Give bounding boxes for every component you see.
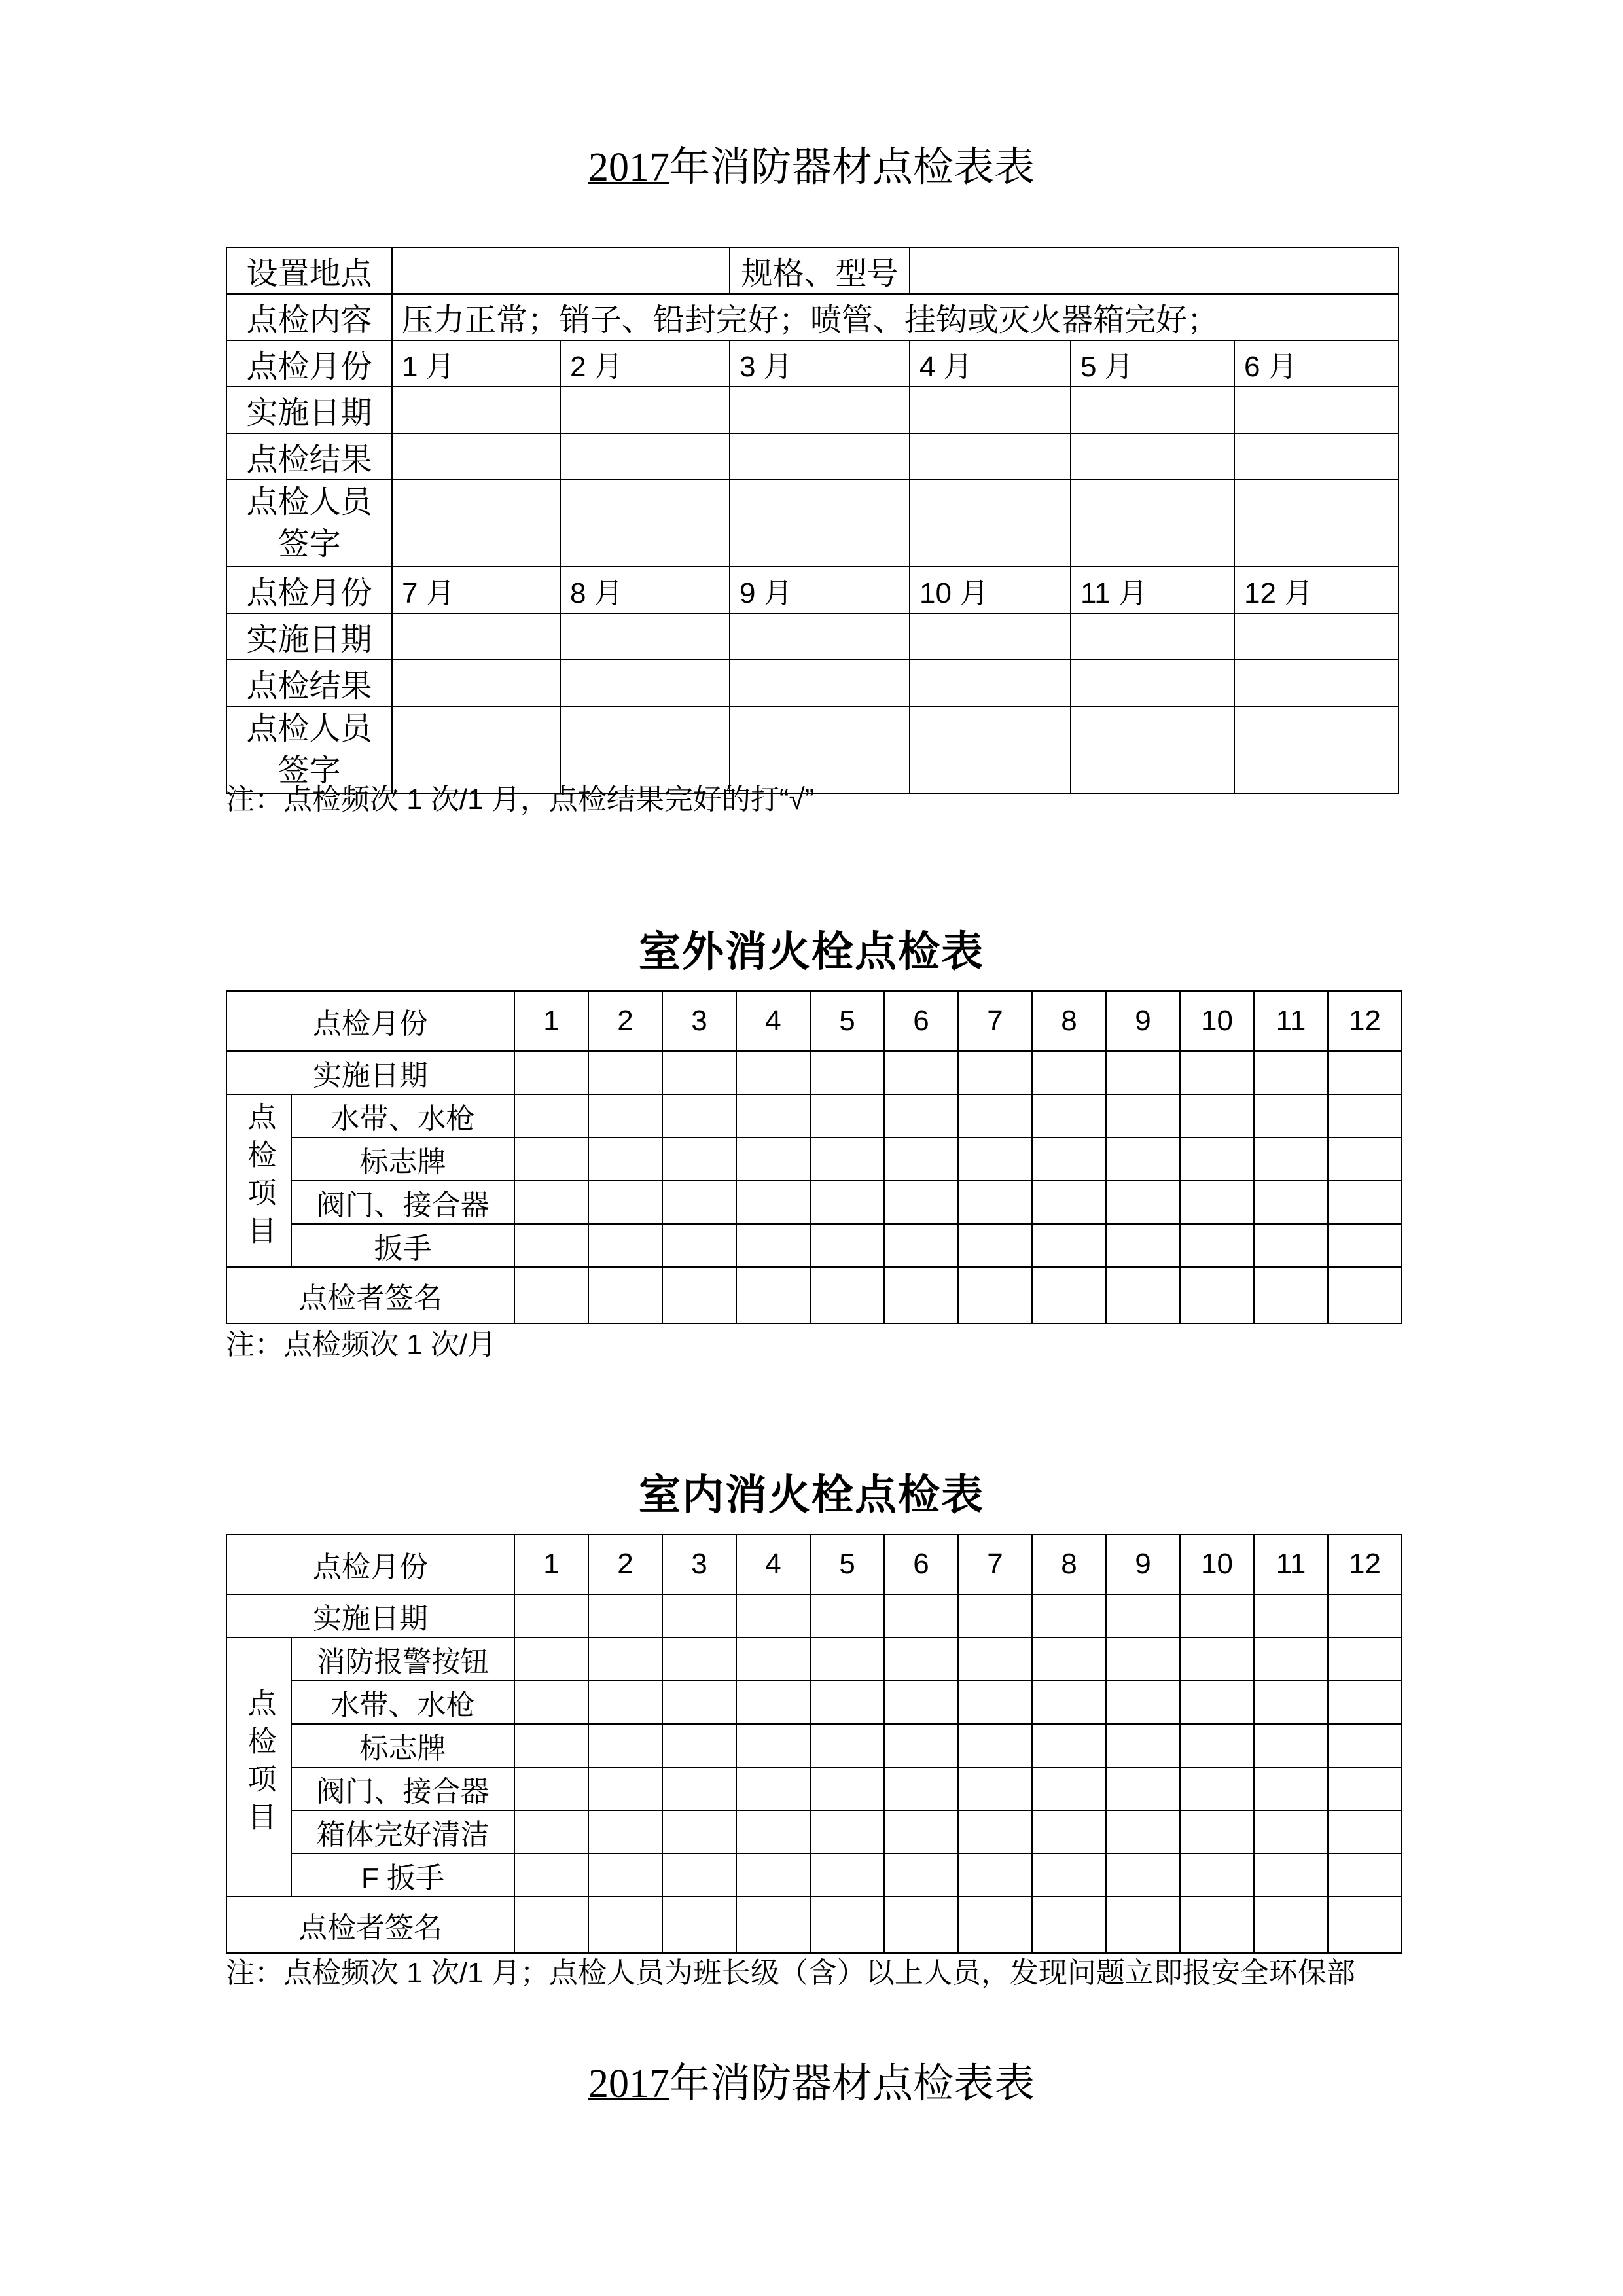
check-field[interactable] [514,1681,588,1724]
month-label: 点检月份 [226,567,392,613]
date-label: 实施日期 [226,1051,514,1094]
check-field[interactable] [1328,1094,1402,1138]
check-field[interactable] [1180,1810,1254,1854]
location-label: 设置地点 [226,247,392,294]
signature-field[interactable] [662,1897,736,1953]
check-field[interactable] [514,1224,588,1267]
month-header: 6 [884,1534,958,1594]
check-field[interactable] [958,1724,1032,1767]
check-field[interactable] [588,1767,662,1810]
result-field[interactable] [560,660,730,706]
check-field[interactable] [958,1638,1032,1681]
check-field[interactable] [958,1767,1032,1810]
check-field[interactable] [958,1181,1032,1224]
month-header: 1 [514,991,588,1051]
check-field[interactable] [1328,1138,1402,1181]
check-field[interactable] [958,1224,1032,1267]
month-cell: 12 月 [1234,567,1399,613]
month-header: 9 [1106,1534,1180,1594]
check-field[interactable] [588,1181,662,1224]
date-field[interactable] [514,1594,588,1638]
month-header: 4 [736,991,810,1051]
month-cell: 7 月 [392,567,560,613]
sign-label: 点检者签名 [226,1897,514,1953]
date-field[interactable] [1254,1594,1328,1638]
check-field[interactable] [810,1181,884,1224]
check-field[interactable] [514,1138,588,1181]
check-field[interactable] [1180,1224,1254,1267]
month-label: 点检月份 [226,340,392,387]
month-header: 1 [514,1534,588,1594]
check-field[interactable] [1254,1224,1328,1267]
check-field[interactable] [588,1638,662,1681]
result-field[interactable] [1234,433,1399,480]
date-field[interactable] [1071,387,1234,433]
month-header: 10 [1180,1534,1254,1594]
check-field[interactable] [884,1094,958,1138]
check-field[interactable] [1180,1767,1254,1810]
date-field[interactable] [588,1051,662,1094]
check-field[interactable] [662,1767,736,1810]
outdoor-hydrant-table [226,990,1402,1324]
date-field[interactable] [958,1594,1032,1638]
signature-field[interactable] [1234,706,1399,793]
check-field[interactable] [1032,1854,1106,1897]
item-label: F 扳手 [291,1854,514,1897]
check-field[interactable] [884,1767,958,1810]
result-field[interactable] [560,433,730,480]
result-field[interactable] [910,660,1071,706]
check-field[interactable] [1328,1854,1402,1897]
check-field[interactable] [810,1810,884,1854]
check-field[interactable] [958,1854,1032,1897]
check-field[interactable] [1032,1138,1106,1181]
check-field[interactable] [588,1138,662,1181]
signature-field[interactable] [910,480,1071,567]
item-label: 阀门、接合器 [291,1181,514,1224]
signature-field[interactable] [910,706,1071,793]
signer-label-line2: 签字 [277,526,341,562]
month-label: 点检月份 [226,991,514,1051]
signature-field[interactable] [1254,1897,1328,1953]
check-field[interactable] [958,1094,1032,1138]
signer-label-line1: 点检人员 [246,484,372,520]
check-field[interactable] [1032,1638,1106,1681]
check-field[interactable] [1254,1724,1328,1767]
date-label: 实施日期 [226,613,392,660]
check-field[interactable] [1254,1094,1328,1138]
check-field[interactable] [514,1767,588,1810]
check-field[interactable] [514,1854,588,1897]
check-field[interactable] [1106,1181,1180,1224]
items-label: 点检项目 [243,1101,276,1253]
month-header: 3 [662,991,736,1051]
signature-field[interactable] [662,1267,736,1323]
check-field[interactable] [1106,1724,1180,1767]
check-field[interactable] [1328,1681,1402,1724]
check-field[interactable] [736,1224,810,1267]
document-title: 2017年消防器材点检表表 [588,145,1035,190]
month-header: 4 [736,1534,810,1594]
check-field[interactable] [662,1138,736,1181]
check-field[interactable] [1032,1681,1106,1724]
check-field[interactable] [1032,1724,1106,1767]
check-field[interactable] [1254,1767,1328,1810]
check-field[interactable] [662,1854,736,1897]
date-field[interactable] [1234,613,1399,660]
check-field[interactable] [1328,1724,1402,1767]
signature-field[interactable] [1032,1267,1106,1323]
signature-field[interactable] [514,1897,588,1953]
date-field[interactable] [1032,1051,1106,1094]
check-field[interactable] [1180,1638,1254,1681]
check-field[interactable] [1328,1810,1402,1854]
spec-label: 规格、型号 [730,247,910,294]
check-field[interactable] [1180,1854,1254,1897]
date-field[interactable] [1106,1594,1180,1638]
signature-field[interactable] [884,1897,958,1953]
check-field[interactable] [1180,1724,1254,1767]
month-header: 12 [1328,991,1402,1051]
check-field[interactable] [736,1724,810,1767]
date-field[interactable] [1328,1594,1402,1638]
month-header: 11 [1254,1534,1328,1594]
check-field[interactable] [736,1638,810,1681]
month-cell: 2 月 [560,340,730,387]
month-label: 点检月份 [226,1534,514,1594]
check-field[interactable] [662,1724,736,1767]
month-header: 12 [1328,1534,1402,1594]
check-field[interactable] [1328,1181,1402,1224]
signature-field[interactable] [1032,1897,1106,1953]
check-field[interactable] [1180,1138,1254,1181]
check-field[interactable] [514,1724,588,1767]
check-field[interactable] [1032,1810,1106,1854]
date-field[interactable] [910,613,1071,660]
check-field[interactable] [1106,1224,1180,1267]
check-field[interactable] [662,1094,736,1138]
check-field[interactable] [810,1638,884,1681]
month-header: 5 [810,991,884,1051]
check-field[interactable] [588,1810,662,1854]
check-field[interactable] [1180,1094,1254,1138]
signature-field[interactable] [1254,1267,1328,1323]
signer-label-line1: 点检人员 [246,711,372,746]
signature-field[interactable] [588,1897,662,1953]
month-header: 5 [810,1534,884,1594]
date-field[interactable] [736,1051,810,1094]
signature-field[interactable] [1180,1267,1254,1323]
month-header: 6 [884,991,958,1051]
month-header: 9 [1106,991,1180,1051]
signature-field[interactable] [1071,706,1234,793]
signature-field[interactable] [560,480,730,567]
check-field[interactable] [736,1767,810,1810]
signature-field[interactable] [588,1267,662,1323]
month-header: 7 [958,1534,1032,1594]
signature-field[interactable] [810,1267,884,1323]
check-field[interactable] [958,1138,1032,1181]
date-field[interactable] [1106,1051,1180,1094]
signature-field[interactable] [1071,480,1234,567]
result-field[interactable] [730,660,910,706]
date-field[interactable] [884,1594,958,1638]
check-field[interactable] [1254,1810,1328,1854]
date-field[interactable] [560,387,730,433]
check-field[interactable] [1254,1854,1328,1897]
check-field[interactable] [662,1224,736,1267]
check-field[interactable] [1106,1094,1180,1138]
month-header: 2 [588,1534,662,1594]
check-field[interactable] [588,1724,662,1767]
item-label: 阀门、接合器 [291,1767,514,1810]
signature-field[interactable] [958,1897,1032,1953]
sign-label: 点检者签名 [226,1267,514,1323]
check-field[interactable] [1032,1181,1106,1224]
date-field[interactable] [560,613,730,660]
signer-label [226,480,392,567]
check-field[interactable] [736,1810,810,1854]
check-field[interactable] [1032,1224,1106,1267]
spec-field[interactable] [910,247,1399,294]
signature-field[interactable] [392,480,560,567]
item-label: 标志牌 [291,1724,514,1767]
check-field[interactable] [588,1681,662,1724]
check-field[interactable] [588,1224,662,1267]
month-cell: 6 月 [1234,340,1399,387]
date-field[interactable] [662,1051,736,1094]
month-cell: 4 月 [910,340,1071,387]
date-label: 实施日期 [226,1594,514,1638]
check-field[interactable] [588,1094,662,1138]
signature-field[interactable] [1180,1897,1254,1953]
check-field[interactable] [514,1638,588,1681]
item-label: 消防报警按钮 [291,1638,514,1681]
item-label: 扳手 [291,1224,514,1267]
check-field[interactable] [1032,1094,1106,1138]
check-field[interactable] [662,1181,736,1224]
check-field[interactable] [1106,1810,1180,1854]
check-field[interactable] [810,1854,884,1897]
signature-field[interactable] [1106,1267,1180,1323]
check-field[interactable] [1106,1681,1180,1724]
check-field[interactable] [1180,1181,1254,1224]
result-field[interactable] [1234,660,1399,706]
signature-field[interactable] [810,1897,884,1953]
date-label: 实施日期 [226,387,392,433]
content-value: 压力正常；销子、铅封完好；喷管、挂钩或灭火器箱完好； [392,294,1399,340]
check-field[interactable] [736,1854,810,1897]
signature-field[interactable] [736,1267,810,1323]
check-field[interactable] [958,1681,1032,1724]
date-field[interactable] [910,387,1071,433]
check-field[interactable] [588,1854,662,1897]
month-header: 11 [1254,991,1328,1051]
signature-field[interactable] [736,1897,810,1953]
check-field[interactable] [1106,1767,1180,1810]
items-label-cell [226,1638,291,1897]
check-field[interactable] [1106,1138,1180,1181]
month-cell: 10 月 [910,567,1071,613]
check-field[interactable] [662,1681,736,1724]
item-label: 水带、水枪 [291,1681,514,1724]
date-field[interactable] [1328,1051,1402,1094]
check-field[interactable] [662,1810,736,1854]
month-cell: 5 月 [1071,340,1234,387]
check-field[interactable] [736,1181,810,1224]
check-field[interactable] [1254,1138,1328,1181]
result-field[interactable] [392,433,560,480]
signature-field[interactable] [884,1267,958,1323]
check-field[interactable] [1106,1854,1180,1897]
check-field[interactable] [1254,1681,1328,1724]
signature-field[interactable] [514,1267,588,1323]
item-label: 箱体完好清洁 [291,1810,514,1854]
outdoor-title: 室外消火栓点检表 [639,928,984,975]
indoor-note: 注：点检频次 1 次/1 月；点检人员为班长级（含）以上人员，发现问题立即报安全环保部 [226,1957,1355,1989]
check-field[interactable] [514,1094,588,1138]
month-cell: 11 月 [1071,567,1234,613]
check-field[interactable] [1180,1681,1254,1724]
result-field[interactable] [1071,433,1234,480]
check-field[interactable] [810,1094,884,1138]
date-field[interactable] [1180,1051,1254,1094]
date-field[interactable] [736,1594,810,1638]
result-field[interactable] [1071,660,1234,706]
date-field[interactable] [884,1051,958,1094]
month-header: 8 [1032,1534,1106,1594]
extinguisher-inspection-table [226,247,1399,794]
check-field[interactable] [810,1724,884,1767]
signature-field[interactable] [1328,1897,1402,1953]
date-field[interactable] [958,1051,1032,1094]
signer-label-line2: 签字 [277,753,341,788]
month-cell: 9 月 [730,567,910,613]
month-header: 7 [958,991,1032,1051]
check-field[interactable] [810,1767,884,1810]
month-header: 10 [1180,991,1254,1051]
date-field[interactable] [1254,1051,1328,1094]
result-label: 点检结果 [226,660,392,706]
check-field[interactable] [958,1810,1032,1854]
signature-field[interactable] [1106,1897,1180,1953]
check-field[interactable] [884,1724,958,1767]
check-field[interactable] [884,1810,958,1854]
date-field[interactable] [730,387,910,433]
outdoor-note: 注：点检频次 1 次/月 [226,1329,497,1361]
check-field[interactable] [810,1138,884,1181]
item-label: 标志牌 [291,1138,514,1181]
item-label: 水带、水枪 [291,1094,514,1138]
check-field[interactable] [1106,1638,1180,1681]
check-field[interactable] [884,1181,958,1224]
month-cell: 1 月 [392,340,560,387]
date-field[interactable] [810,1051,884,1094]
location-field[interactable] [392,247,730,294]
date-field[interactable] [1180,1594,1254,1638]
signature-field[interactable] [1234,480,1399,567]
date-field[interactable] [588,1594,662,1638]
month-cell: 8 月 [560,567,730,613]
check-field[interactable] [884,1854,958,1897]
content-label: 点检内容 [226,294,392,340]
month-cell: 3 月 [730,340,910,387]
month-header: 2 [588,991,662,1051]
signature-field[interactable] [1328,1267,1402,1323]
check-field[interactable] [1328,1638,1402,1681]
date-field[interactable] [392,387,560,433]
check-field[interactable] [662,1638,736,1681]
items-label: 点检项目 [243,1687,276,1840]
date-field[interactable] [662,1594,736,1638]
check-field[interactable] [736,1138,810,1181]
indoor-hydrant-table [226,1534,1402,1954]
check-field[interactable] [1328,1767,1402,1810]
check-field[interactable] [1254,1638,1328,1681]
check-field[interactable] [1032,1767,1106,1810]
month-header: 8 [1032,991,1106,1051]
check-field[interactable] [884,1681,958,1724]
date-field[interactable] [1071,613,1234,660]
check-field[interactable] [884,1224,958,1267]
check-field[interactable] [514,1181,588,1224]
date-field[interactable] [730,613,910,660]
date-field[interactable] [392,613,560,660]
check-field[interactable] [1254,1181,1328,1224]
result-field[interactable] [910,433,1071,480]
date-field[interactable] [810,1594,884,1638]
result-field[interactable] [392,660,560,706]
signature-field[interactable] [958,1267,1032,1323]
indoor-title: 室内消火栓点检表 [639,1471,984,1518]
check-field[interactable] [810,1681,884,1724]
check-field[interactable] [736,1094,810,1138]
check-field[interactable] [810,1224,884,1267]
document-title-repeat: 2017年消防器材点检表表 [588,2062,1035,2106]
check-field[interactable] [736,1681,810,1724]
extinguisher-note: 注：点检频次 1 次/1 月，点检结果完好的打“√” [226,783,815,816]
check-field[interactable] [514,1810,588,1854]
check-field[interactable] [1328,1224,1402,1267]
check-field[interactable] [884,1138,958,1181]
result-label: 点检结果 [226,433,392,480]
date-field[interactable] [514,1051,588,1094]
date-field[interactable] [1032,1594,1106,1638]
date-field[interactable] [1234,387,1399,433]
check-field[interactable] [884,1638,958,1681]
signature-field[interactable] [730,480,910,567]
result-field[interactable] [730,433,910,480]
items-label-cell [226,1094,291,1267]
month-header: 3 [662,1534,736,1594]
